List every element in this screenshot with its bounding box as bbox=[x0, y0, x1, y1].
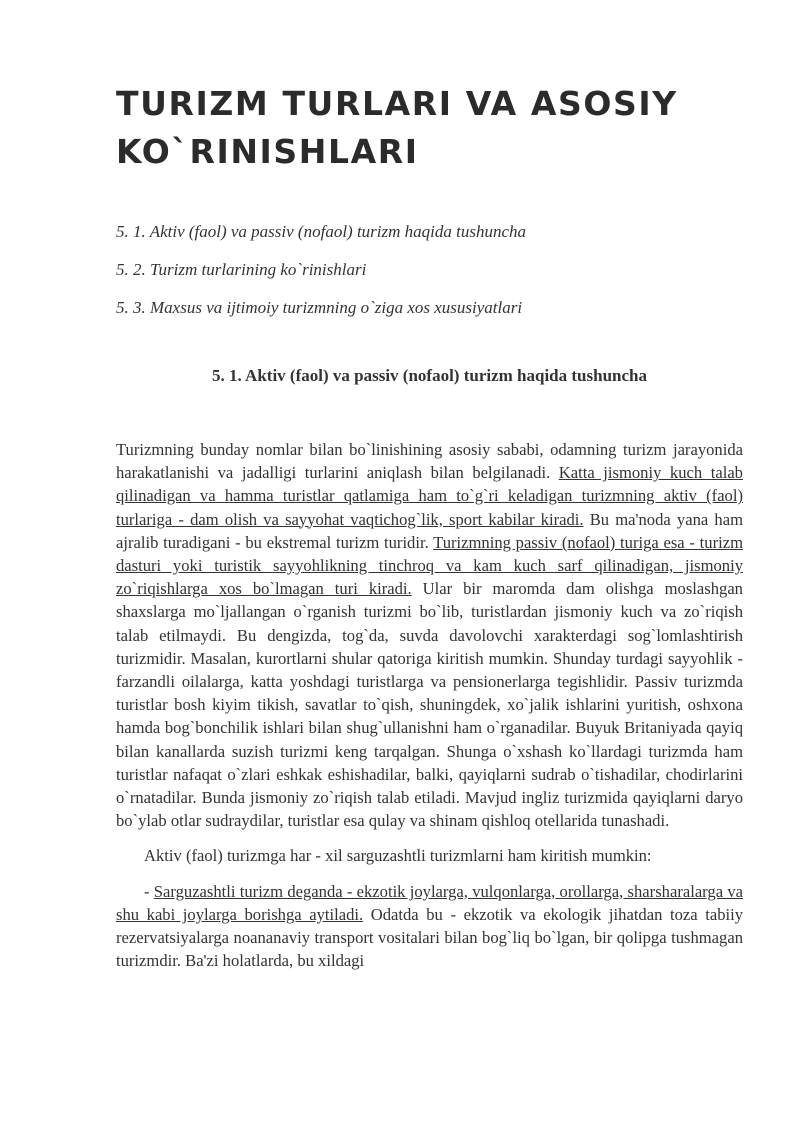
paragraph-text: Bu ma'noda yana ham ajralib turadigani - bu ekstremal turizm turidir. bbox=[116, 509, 743, 552]
paragraph bbox=[116, 438, 743, 832]
section-heading: 5. 1. Aktiv (faol) va passiv (nofaol) turizm haqida tushuncha bbox=[212, 366, 647, 385]
paragraph-text: Ular bir maromda dam olishga moslashgan shaxslarga mo`ljallangan o`rganish turizmi bo`lib, turistlardan jismoniy kuch va zo`riqish talab etilmaydi. Bu dengizda, tog`da, suvda davolovchi xarakterdagi sog`lomlashtirish turizmidir. Masalan, kurortlarni shular qatoriga kiritish mumkin. Shunday turdagi sayyohlik - farzandli oilalarga, katta yoshdagi turistlarga va pensionerlarga tegishlidir. Passiv turizmda turistlar bosh kiyim tikish, savatlar to`qish, shuningdek, xo`jalik ishlarini yuritish, oshxona hamda bog`bonchilik ishlari bilan shug`ullanishni ham o`rganadilar. Buyuk Britaniyada qayiq bilan kanallarda suzish turizmi keng tarqalgan. Shunga o`xshash ko`llardagi turizmda ham turistlar nafaqat o`zlari eshkak eshishadilar, balki, qayiqlarni sudrab o`tishadilar, chodirlarini o`rnatadilar. Bunda jismoniy zo`riqish talab etiladi. Mavjud ingliz turizmida qayiqlarni daryo bo`ylab otlar sudraydilar, turistlar esa qulay va shinam qishloq otellarida tunashadi. bbox=[116, 579, 743, 831]
underlined-definition: Turizmning passiv (nofaol) turiga esa - turizm dasturi yoki turistik sayyohlikning tinchroq va kam kuch sarf qilinadigan, jismoniy zo`riqishlarga xos bo`lmagan turi kiradi. bbox=[116, 532, 743, 599]
toc-item: 5. 1. Aktiv (faol) va passiv (nofaol) turizm haqida tushuncha bbox=[116, 222, 527, 241]
toc-item: 5. 3. Maxsus va ijtimoiy turizmning o`ziga xos xususiyatlari bbox=[116, 298, 523, 317]
toc-item: 5. 2. Turizm turlarining ko`rinishlari bbox=[116, 260, 367, 279]
paragraph-text: Odatda bu - ekzotik va ekologik jihatdan toza tabiiy rezervatsiyalarga noananaviy transport vositalari bilan bog`liq bo`lgan, bir qolipga tushmagan turizmdir. Ba'zi holatlarda, bu xildagi bbox=[116, 904, 744, 971]
page-title: TURIZM TURLARI VA ASOSIY KO`RINISHLARI bbox=[116, 84, 678, 171]
underlined-definition: Katta jismoniy kuch talab qilinadigan va hamma turistlar qatlamiga ham to`g`ri keladigan turizmning aktiv (faol) turlariga - dam olish va sayyohat vaqtichog`lik, sport kabilar kiradi. bbox=[116, 463, 743, 529]
list-dash: - bbox=[144, 881, 154, 901]
body-text bbox=[116, 438, 743, 984]
paragraph bbox=[116, 880, 743, 973]
paragraph-text: Turizmning bunday nomlar bilan bo`linishining asosiy sababi, odamning turizm jarayonida harakatlanishi va jadalligi turlarini aniqlash bilan belgilanadi. bbox=[116, 440, 743, 483]
paragraph: Aktiv (faol) turizmga har - xil sarguzashtli turizmlarni ham kiritish mumkin: bbox=[144, 846, 652, 866]
table-of-contents bbox=[116, 213, 743, 327]
underlined-definition: Sarguzashtli turizm deganda - ekzotik joylarga, vulqonlarga, orollarga, sharsharalarga va shu kabi joylarga borishga aytiladi. bbox=[116, 881, 743, 924]
